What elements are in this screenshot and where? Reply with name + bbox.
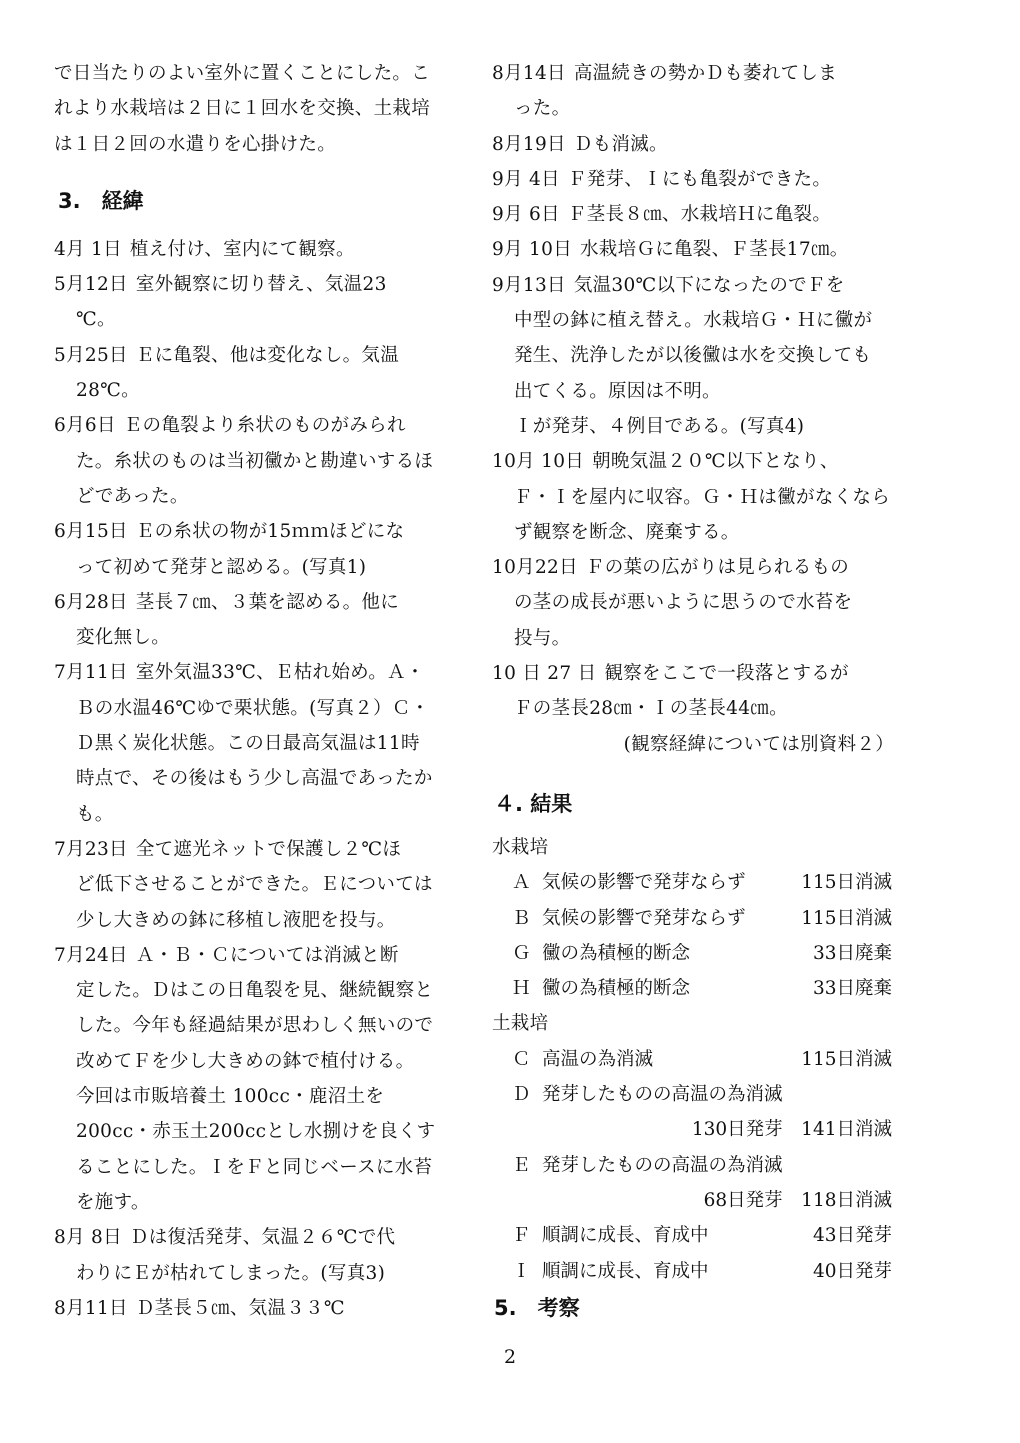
result-key: Ｅ <box>512 1154 531 1176</box>
result-text: 気候の影響で発芽ならず <box>542 907 746 929</box>
chronology-entry <box>492 550 902 656</box>
entry-date: 8月14日 <box>492 63 566 84</box>
result-row <box>492 971 902 1006</box>
chronology-entry <box>54 832 456 938</box>
chronology-entry <box>54 408 456 514</box>
result-row <box>492 1148 902 1183</box>
result-key: Ｈ <box>512 978 531 1000</box>
entry-text: 出てくる。原因は不明。 <box>514 380 721 402</box>
result-extra: 130日発芽 141日消滅 <box>691 1119 892 1141</box>
entry-date: 6月28日 <box>54 591 128 613</box>
entry-text: Ｂの水温46℃ゆで栗状態。(写真２）Ｃ・ <box>76 697 430 719</box>
result-row <box>492 1254 902 1289</box>
result-text: 順調に成長、育成中 <box>542 1225 709 1247</box>
entry-date: 9月 6日 <box>492 204 560 226</box>
section-5-heading: 5. 考察 <box>494 1295 580 1320</box>
result-value: 115日消滅 <box>801 1048 892 1070</box>
entry-text: を施す。 <box>76 1191 150 1213</box>
section-4-heading: ４. 結果 <box>494 791 573 816</box>
entry-date: 8月11日 <box>54 1297 128 1319</box>
result-extra: 68日発芽 118日消滅 <box>703 1189 892 1211</box>
entry-date: 10 日 27 日 <box>492 663 597 685</box>
entry-text: 200cc・赤玉土200ccとし水捌けを良くす <box>76 1121 436 1143</box>
water-culture-results <box>492 865 902 1006</box>
result-row <box>492 1077 902 1112</box>
entry-text: Ｅの亀裂より糸状のものがみられ <box>123 415 406 437</box>
entry-text: た。糸状のものは当初黴かと勘違いするほ <box>76 450 434 472</box>
entry-text: も。 <box>76 803 114 825</box>
entry-text: 朝晩気温２０℃以下となり、 <box>592 451 839 473</box>
chronology-entry <box>492 197 902 232</box>
entry-text: 時点で、その後はもう少し高温であったか <box>76 768 433 790</box>
result-key: Ａ <box>512 872 531 894</box>
page-number: 2 <box>503 1346 517 1368</box>
entry-date: 5月12日 <box>54 274 128 296</box>
intro-line: で日当たりのよい室外に置くことにした。こ <box>54 63 431 84</box>
chronology-entry <box>54 1220 456 1291</box>
result-value: 33日廃棄 <box>812 942 892 964</box>
entry-text: どであった。 <box>76 485 189 507</box>
entry-text: 植え付け、室内にて観察。 <box>129 238 355 260</box>
result-text: 気候の影響で発芽ならず <box>542 872 746 894</box>
entry-text: 今回は市販培養土 100cc・鹿沼土を <box>76 1086 385 1108</box>
entry-text: ℃。 <box>76 309 116 331</box>
entry-text: Ｄ黒く炭化状態。この日最高気温は11時 <box>76 733 420 755</box>
chronology-list-left <box>54 232 456 1326</box>
result-row <box>492 936 902 971</box>
chronology-entry <box>54 232 456 267</box>
result-text: 黴の為積極的断念 <box>542 942 691 964</box>
chronology-entry <box>54 338 456 409</box>
entry-text: 全て遮光ネットで保護し２℃ほ <box>135 838 402 860</box>
entry-date: 8月 8日 <box>54 1227 122 1249</box>
entry-text: 高温続きの勢かＤも萎れてしま <box>573 63 838 84</box>
entry-text: Ａ・Ｂ・Ｃについては消滅と断 <box>135 944 399 966</box>
entry-text: 少し大きめの鉢に移植し液肥を投与。 <box>76 909 396 931</box>
entry-text: 気温30℃以下になったのでＦを <box>573 274 845 296</box>
result-row <box>492 865 902 900</box>
chronology-entry <box>54 1291 456 1326</box>
entry-date: 5月25日 <box>54 344 128 366</box>
entry-text: 水栽培Ｇに亀裂、Ｆ茎長17㎝。 <box>580 239 849 261</box>
result-text: 順調に成長、育成中 <box>542 1260 709 1282</box>
result-row <box>492 1218 902 1253</box>
result-key: Ｃ <box>512 1048 531 1070</box>
entry-date: 10月22日 <box>492 557 578 579</box>
result-key: Ｉ <box>512 1260 531 1282</box>
entry-text: ど低下させることができた。Ｅについては <box>76 874 433 896</box>
entry-text: って初めて発芽と認める。(写真1) <box>76 556 367 578</box>
result-text: 高温の為消滅 <box>542 1048 654 1070</box>
chronology-entry <box>492 56 902 127</box>
entry-text: Ｆ茎長８㎝、水栽培Ｈに亀裂。 <box>567 204 832 226</box>
soil-culture-label: 土栽培 <box>492 1013 549 1035</box>
chronology-entry <box>492 232 902 267</box>
chronology-entry <box>492 268 902 444</box>
result-text: 発芽したものの高温の為消滅 <box>542 1154 783 1176</box>
chronology-entry <box>54 514 456 585</box>
result-row <box>492 901 902 936</box>
right-column <box>492 56 902 1327</box>
left-column <box>54 56 456 1326</box>
entry-date: 6月15日 <box>54 521 128 543</box>
result-value: 33日廃棄 <box>812 978 892 1000</box>
entry-date: 8月19日 <box>492 133 566 155</box>
entry-text: 28℃。 <box>76 380 140 402</box>
chronology-entry <box>492 162 902 197</box>
result-value: 43日発芽 <box>812 1225 892 1247</box>
entry-text: 投与。 <box>514 627 571 649</box>
entry-date: 7月24日 <box>54 944 128 966</box>
result-value: 115日消滅 <box>801 872 892 894</box>
result-value: 40日発芽 <box>812 1260 892 1282</box>
result-key: Ｇ <box>512 942 531 964</box>
entry-text: Ｆの葉の広がりは見られるもの <box>585 557 850 579</box>
result-key: Ｆ <box>512 1225 531 1247</box>
entry-text: ることにした。ＩをＦと同じベースに水苔 <box>76 1156 433 1178</box>
entry-text: った。 <box>514 98 571 120</box>
entry-text: 発生、洗浄したが以後黴は水を交換しても <box>514 345 872 367</box>
entry-text: 茎長７㎝、３葉を認める。他に <box>135 591 400 613</box>
entry-date: 4月 1日 <box>54 238 122 260</box>
entry-text: Ｅの糸状の物が15ｍｍほどにな <box>135 521 405 543</box>
chronology-list-right <box>492 56 902 727</box>
chronology-entry <box>492 444 902 550</box>
entry-date: 7月23日 <box>54 838 128 860</box>
entry-text: Ｄは復活発芽、気温２６℃で代 <box>129 1227 396 1249</box>
entry-date: 9月 10日 <box>492 239 572 261</box>
entry-text: Ｆ・Ｉを屋内に収容。Ｇ・Ｈは黴がなくなら <box>514 486 891 508</box>
entry-text: Ｆの茎長28㎝・Ｉの茎長44㎝。 <box>514 698 788 720</box>
entry-text: 定した。Ｄはこの日亀裂を見、継続観察と <box>76 980 434 1002</box>
entry-date: 6月6日 <box>54 415 116 437</box>
entry-text: ず観察を断念、廃棄する。 <box>514 521 740 543</box>
entry-text: 室外気温33℃、Ｅ枯れ始め。Ａ・ <box>135 662 425 684</box>
entry-text: Ｅに亀裂、他は変化なし。気温 <box>135 344 400 366</box>
result-key: Ｄ <box>512 1084 531 1106</box>
chronology-entry <box>54 938 456 1220</box>
entry-text: した。今年も経過結果が思わしく無いので <box>76 1015 434 1037</box>
water-culture-label: 水栽培 <box>492 836 549 858</box>
entry-text: 中型の鉢に植え替え。水栽培Ｇ・Ｈに黴が <box>514 310 873 332</box>
intro-paragraph <box>54 56 456 162</box>
entry-date: 9月 4日 <box>492 168 560 190</box>
entry-text: Ｄ茎長５㎝、気温３３℃ <box>135 1297 345 1319</box>
entry-text: Ｉが発芽、４例目である。(写真4) <box>514 415 805 437</box>
entry-text: 室外観察に切り替え、気温23 <box>135 274 387 296</box>
entry-date: 7月11日 <box>54 662 128 684</box>
result-key: Ｂ <box>512 907 531 929</box>
entry-text: わりにＥが枯れてしまった。(写真3) <box>76 1262 386 1284</box>
chronology-entry <box>492 656 902 727</box>
intro-line: れより水栽培は２日に１回水を交換、土栽培 <box>54 98 431 120</box>
result-text: 黴の為積極的断念 <box>542 978 691 1000</box>
entry-date: 9月13日 <box>492 274 566 296</box>
entry-text: 変化無し。 <box>76 627 171 649</box>
entry-text: Ｄも消滅。 <box>573 133 668 155</box>
result-row <box>492 1042 902 1077</box>
chronology-note: (観察経緯については別資料２） <box>623 733 894 755</box>
entry-text: 改めてＦを少し大きめの鉢で植付ける。 <box>76 1050 415 1072</box>
entry-text: Ｆ発芽、Ｉにも亀裂ができた。 <box>567 168 832 190</box>
entry-text: の茎の成長が悪いように思うので水苔を <box>514 592 853 614</box>
chronology-entry <box>54 267 456 338</box>
entry-date: 10月 10日 <box>492 451 585 473</box>
result-value: 115日消滅 <box>801 907 892 929</box>
chronology-entry <box>492 127 902 162</box>
chronology-entry <box>54 655 456 831</box>
intro-line: は１日２回の水遣りを心掛けた。 <box>54 133 337 155</box>
entry-text: 観察をここで一段落とするが <box>604 663 849 685</box>
chronology-entry <box>54 585 456 656</box>
result-text: 発芽したものの高温の為消滅 <box>542 1084 783 1106</box>
section-3-heading: 3. 経緯 <box>58 188 144 213</box>
soil-culture-results <box>492 1042 902 1289</box>
